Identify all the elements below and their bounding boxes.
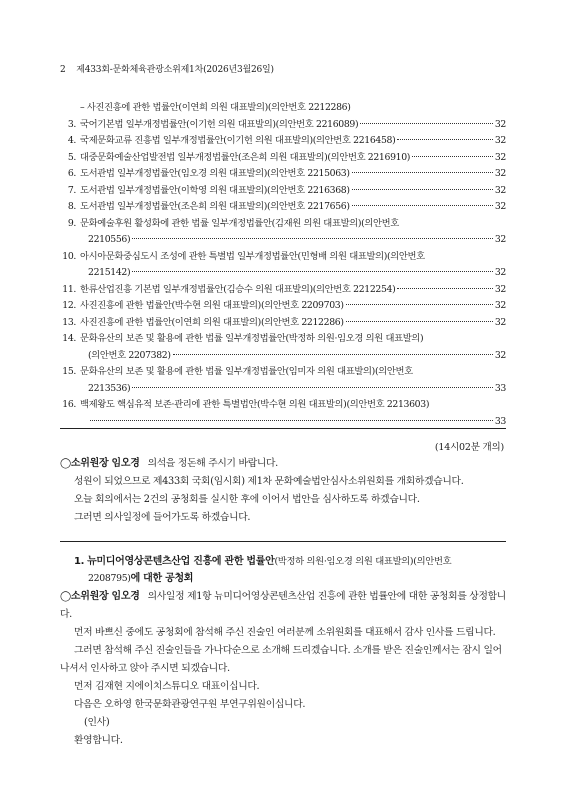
- toc-item: [60, 216, 506, 249]
- agenda-bill-number: 2208795): [88, 573, 131, 584]
- agenda-number: 1.: [74, 556, 85, 567]
- toc-leader-dots: [173, 346, 493, 355]
- toc-item-number: 9.: [67, 217, 76, 229]
- toc-item-text: 사진진흥에 관한 법률안(이연희 의원 대표발의)(의안번호 2212286): [80, 316, 344, 328]
- toc-item-text: 아시아문화중심도시 조성에 관한 특별법 일부개정법률안(민형배 의원 대표발의)(의안번호: [80, 250, 425, 262]
- toc-item-text: 도서관법 일부개정법률안(임오경 의원 대표발의)(의안번호 2215063): [80, 168, 350, 179]
- toc-item-text: 문화유산의 보존 및 활용에 관한 법률 일부개정법률안(임미자 의원 대표발의)(의안번호: [80, 366, 413, 377]
- toc-page-number: 32: [494, 349, 506, 361]
- toc-item-number: 12.: [62, 300, 76, 311]
- toc-item-continuation: [80, 232, 506, 249]
- toc-item: [60, 331, 506, 364]
- speech-text: 의사일정 제1항 뉴미디어영상콘텐츠산업 진흥에 관한 법률안에 대한 공청회를 상정합니다.: [60, 591, 506, 620]
- speech-paragraph: [60, 455, 506, 473]
- agenda-sponsor-note: (박정하 의원·임오경 의원 대표발의)(의안번호: [274, 556, 452, 567]
- toc-item-text: (의안번호 2207382): [88, 349, 171, 361]
- toc-page-number: 32: [494, 118, 506, 130]
- speaker-mark: ◯: [60, 591, 71, 602]
- toc-item-text: 문화유산의 보존 및 활용에 관한 법률 일부개정법률안(박정하 의원·임오경 의원 대표발의): [80, 333, 424, 344]
- toc-item-number: 16.: [62, 399, 76, 410]
- section-divider-bottom: [60, 541, 506, 542]
- speech-paragraph: 먼저 바쁘신 중에도 공청회에 참석해 주신 진술인 여러분께 소위원회를 대표해서 감사 인사를 드립니다.: [74, 627, 496, 638]
- toc-item-text: 국어기본법 일부개정법률안(이기헌 의원 대표발의)(의안번호 2216089): [80, 118, 359, 130]
- speech-text: 의석을 정돈해 주시기 바랍니다.: [147, 458, 278, 469]
- toc-leader-dots: [346, 313, 493, 322]
- agenda-title: [60, 553, 506, 587]
- session-opening: [60, 455, 506, 527]
- speech-paragraph: 다음은 오하영 한국문화관광연구원 부연구위원이십니다.: [74, 699, 306, 710]
- toc-leader-dots: [132, 230, 493, 239]
- toc-item-number: 13.: [62, 316, 76, 328]
- toc-leader-dots: [352, 197, 493, 206]
- toc-page-number: 32: [494, 184, 506, 196]
- speech-paragraph: 먼저 김재현 지에이치스튜디오 대표이십니다.: [74, 681, 260, 692]
- toc-item-text: 도서관법 일부개정법률안(이학영 의원 대표발의)(의안번호 2216368): [80, 184, 350, 196]
- toc-item-number: 8.: [67, 201, 76, 212]
- toc-item-text: 2213536): [88, 382, 131, 394]
- toc-item-number: 10.: [62, 250, 76, 262]
- toc-item-number: 6.: [67, 168, 76, 179]
- toc-page-number: 32: [494, 267, 506, 278]
- toc-leader-dots: [360, 115, 493, 124]
- toc-item-number: 15.: [62, 366, 76, 377]
- toc-item-number: 14.: [62, 333, 76, 344]
- toc-item: [60, 199, 506, 216]
- toc-page-number: 32: [494, 135, 506, 146]
- toc-leader-dots: [412, 148, 493, 157]
- agenda-item-heading: [60, 553, 506, 587]
- toc-item-continuation: [80, 381, 506, 398]
- page-number: 2: [60, 65, 66, 75]
- speaker-name: 소위원장 임오경: [70, 458, 140, 469]
- speech-paragraph: 성원이 되었으므로 제433회 국회(임시회) 제1차 문화예술법안심사소위원회를 개회하겠습니다.: [74, 476, 464, 487]
- toc-item-continuation: [80, 348, 506, 365]
- toc-leader-dots: [352, 164, 493, 173]
- toc-page-number: 32: [494, 316, 506, 328]
- toc-page-number: 32: [494, 234, 506, 245]
- toc-item-line: [80, 199, 506, 216]
- page-header: [60, 62, 274, 75]
- header-title: 제433회-문화체육관광소위제1차(2026년3월26일): [76, 65, 274, 75]
- toc-item-text: 한류산업진흥 기본법 일부개정법률안(김승수 의원 대표발의)(의안번호 2212254): [80, 283, 396, 295]
- toc-item-text: 백제왕도 핵심유적 보존·관리에 관한 특별법안(박수현 의원 대표발의)(의안번호 2213603): [80, 399, 430, 410]
- toc-item-text: 국제문화교류 진흥법 일부개정법률안(이기헌 의원 대표발의)(의안번호 2216458): [80, 135, 396, 146]
- toc-item-line: [80, 315, 506, 332]
- toc-item-text: – 사진진흥에 관한 법률안(이연희 의원 대표발의)(의안번호 2212286): [80, 102, 351, 113]
- toc-page-number: 33: [494, 415, 506, 427]
- toc-item-number: 5.: [67, 151, 76, 163]
- toc-page-number: 32: [494, 283, 506, 295]
- agenda-title-tail: 에 대한 공청회: [130, 573, 194, 584]
- toc-leader-dots: [352, 181, 493, 190]
- toc-item-number: [60, 100, 76, 117]
- speech-paragraph: 그러면 의사일정에 들어가도록 하겠습니다.: [74, 512, 251, 523]
- speaker-name: 소위원장 임오경: [70, 591, 140, 602]
- toc-item-text: 문화예술후원 활성화에 관한 법률 일부개정법률안(김재원 의원 대표발의)(의안번호: [80, 217, 399, 229]
- speech-paragraph: 오늘 회의에서는 2건의 공청회를 실시한 후에 이어서 법안을 심사하도록 하겠습니다.: [74, 494, 420, 505]
- toc-leader-dots: [90, 412, 493, 421]
- toc-page-number: 32: [494, 151, 506, 163]
- toc-item-text: 도서관법 일부개정법률안(조은희 의원 대표발의)(의안번호 2217656): [80, 201, 350, 212]
- toc-item: [60, 249, 506, 282]
- stage-direction: (인사): [84, 717, 110, 728]
- speaker-label: [60, 591, 140, 602]
- toc-page-number: 32: [494, 168, 506, 179]
- toc-item: [60, 397, 506, 430]
- toc-item: [60, 315, 506, 332]
- agenda-table-of-contents: [60, 100, 506, 430]
- toc-leader-dots: [346, 296, 493, 305]
- toc-item-text: 2210556): [88, 234, 131, 245]
- toc-leader-dots: [132, 263, 493, 272]
- toc-item-text: 대중문화예술산업발전법 일부개정법률안(조은희 의원 대표발의)(의안번호 2216910): [80, 151, 411, 163]
- opening-time: (14시02분 개의): [434, 442, 504, 453]
- toc-item-number: 4.: [67, 135, 76, 146]
- section-divider-top: [60, 428, 506, 429]
- agenda-bill-title: 뉴미디어영상콘텐츠산업 진흥에 관한 법률안: [87, 556, 275, 567]
- toc-item-number: 7.: [67, 184, 76, 196]
- toc-item-number: 11.: [62, 283, 76, 295]
- toc-item: [60, 364, 506, 397]
- session-hearing: [60, 588, 506, 750]
- toc-page-number: 32: [494, 201, 506, 212]
- speech-paragraph: [60, 588, 506, 624]
- speech-paragraph: 환영합니다.: [74, 735, 123, 746]
- toc-item-number: 3.: [67, 118, 76, 130]
- toc-item-text: 사진진흥에 관한 법률안(박수현 의원 대표발의)(의안번호 2209703): [80, 300, 344, 311]
- toc-item-text: 2215142): [88, 267, 131, 278]
- toc-leader-dots: [397, 280, 492, 289]
- speech-paragraph: 그러면 참석해 주신 진술인들을 가나다순으로 소개해 드리겠습니다. 소개를 받은 진술인께서는 잠시 일어나셔서 인사하고 앉아 주시면 되겠습니다.: [60, 645, 502, 674]
- speaker-label: [60, 458, 140, 469]
- toc-leader-dots: [132, 379, 493, 388]
- speaker-mark: ◯: [60, 458, 71, 469]
- toc-page-number: 33: [494, 382, 506, 394]
- toc-page-number: 32: [494, 300, 506, 311]
- toc-leader-dots: [397, 131, 492, 140]
